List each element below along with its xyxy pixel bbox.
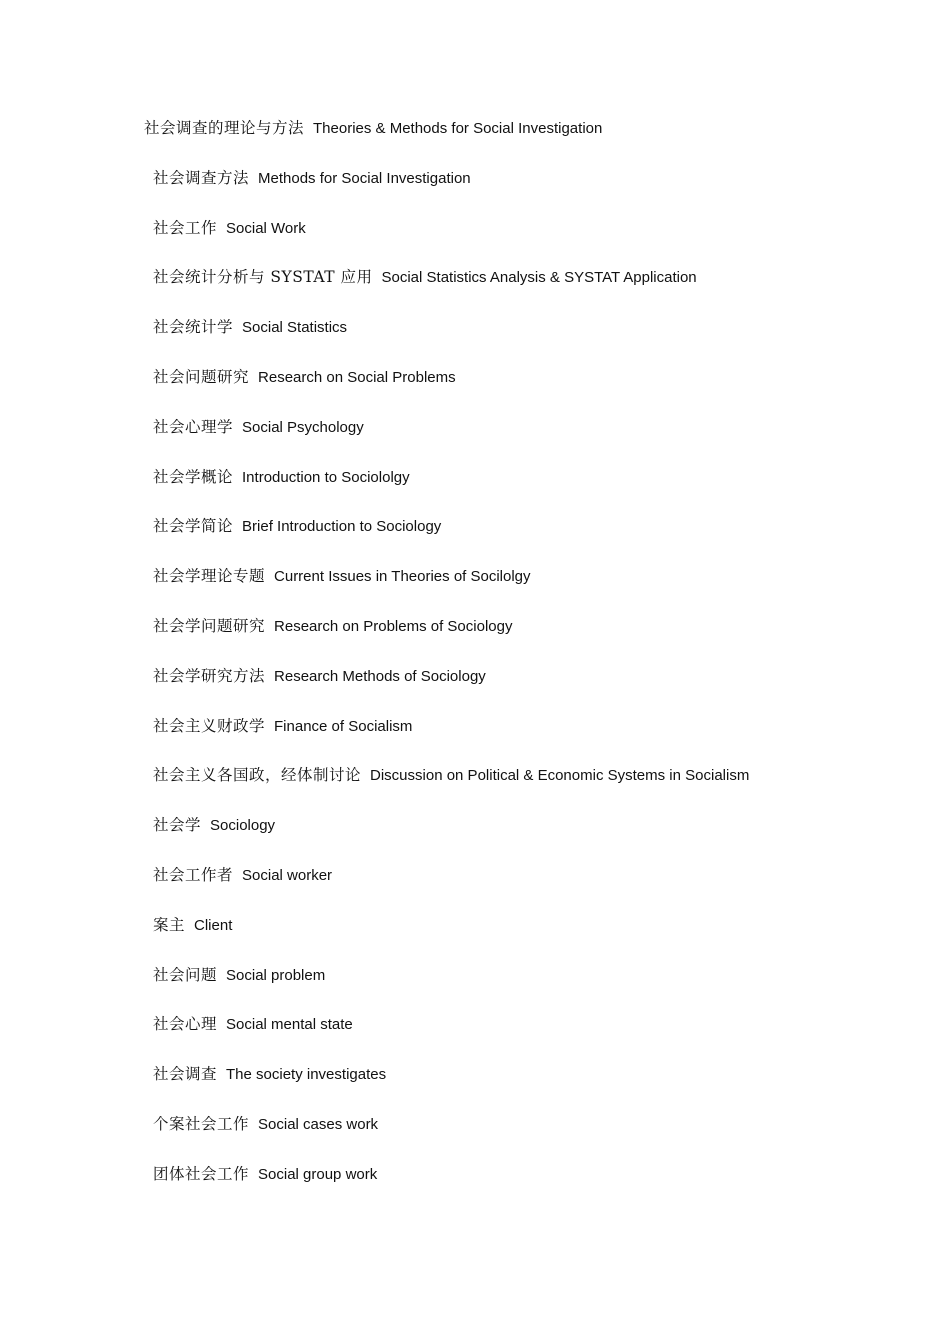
entry-chinese-term: 社会工作: [153, 218, 218, 237]
entry-chinese-term: 社会工作者: [153, 865, 234, 884]
entry-chinese-term: 社会主义财政学: [153, 716, 266, 735]
glossary-entry: [144, 265, 904, 315]
entry-chinese-term: 社会学简论: [153, 517, 234, 536]
entry-english-term: Research on Problems of Sociology: [274, 617, 513, 635]
entry-chinese-term: 社会学研究方法: [153, 666, 266, 685]
entry-chinese-term: 社会主义各国政，经体制讨论: [153, 766, 362, 785]
entry-chinese-term: 社会统计学: [153, 318, 234, 337]
glossary-entry: [144, 763, 904, 813]
glossary-entry: [144, 1162, 904, 1212]
entry-chinese-term: 社会学理论专题: [153, 567, 266, 586]
glossary-entry: [144, 614, 904, 664]
entry-chinese-term: 团体社会工作: [153, 1164, 250, 1183]
glossary-entry: [144, 1062, 904, 1112]
glossary-entry: [144, 664, 904, 714]
entry-chinese-term: 社会调查方法: [153, 168, 250, 187]
entry-english-term: Social worker: [242, 866, 333, 884]
entry-english-term: Brief Introduction to Sociology: [242, 518, 442, 536]
glossary-entry: [144, 963, 904, 1013]
entry-english-term: Research Methods of Sociology: [274, 667, 486, 685]
entry-chinese-term: 社会统计分析与 SYSTAT 应用: [153, 268, 373, 287]
entry-chinese-term: 社会问题研究: [153, 367, 250, 386]
entry-english-term: Methods for Social Investigation: [258, 169, 471, 187]
entry-english-term: Research on Social Problems: [258, 368, 456, 386]
entry-english-term: Client: [194, 916, 233, 934]
glossary-entry: [144, 166, 904, 216]
entry-english-term: The society investigates: [226, 1066, 387, 1084]
entry-english-term: Social Psychology: [242, 418, 364, 436]
glossary-entry: [144, 1012, 904, 1062]
entry-chinese-term: 个案社会工作: [153, 1114, 250, 1133]
entry-english-term: Social group work: [258, 1165, 378, 1183]
entry-chinese-term: 社会学概论: [153, 467, 234, 486]
entry-english-term: Social Work: [226, 219, 306, 237]
glossary-entry: [144, 365, 904, 415]
glossary-list: [144, 116, 904, 1212]
glossary-entry: [144, 465, 904, 515]
entry-english-term: Social problem: [226, 966, 326, 984]
entry-english-term: Social cases work: [258, 1115, 379, 1133]
entry-chinese-term: 案主: [153, 915, 186, 934]
glossary-entry: [144, 564, 904, 614]
entry-chinese-term: 社会学: [153, 816, 202, 835]
entry-english-term: Theories & Methods for Social Investigation: [313, 120, 603, 137]
glossary-entry: [144, 415, 904, 465]
glossary-entry: [144, 514, 904, 564]
entry-english-term: Social Statistics: [242, 319, 348, 337]
entry-chinese-term: 社会心理学: [153, 417, 234, 436]
entry-chinese-term: 社会心理: [153, 1015, 218, 1034]
glossary-entry: [144, 813, 904, 863]
glossary-entry: [144, 863, 904, 913]
glossary-entry: [144, 116, 904, 166]
entry-chinese-term: 社会调查: [153, 1065, 218, 1084]
entry-english-term: Sociology: [210, 817, 276, 835]
entry-english-term: Current Issues in Theories of Socilolgy: [274, 568, 531, 586]
entry-chinese-term: 社会问题: [153, 965, 218, 984]
entry-chinese-term: 社会调查的理论与方法: [144, 119, 305, 137]
glossary-entry: [144, 913, 904, 963]
glossary-entry: [144, 1112, 904, 1162]
glossary-entry: [144, 216, 904, 266]
glossary-entry: [144, 714, 904, 764]
entry-english-term: Social mental state: [226, 1016, 353, 1034]
entry-english-term: Social Statistics Analysis & SYSTAT Application: [381, 269, 697, 287]
entry-chinese-term: 社会学问题研究: [153, 616, 266, 635]
entry-english-term: Finance of Socialism: [274, 717, 413, 735]
glossary-entry: [144, 315, 904, 365]
entry-english-term: Introduction to Sociololgy: [242, 468, 410, 486]
entry-english-term: Discussion on Political & Economic Systems in Socialism: [370, 767, 750, 785]
